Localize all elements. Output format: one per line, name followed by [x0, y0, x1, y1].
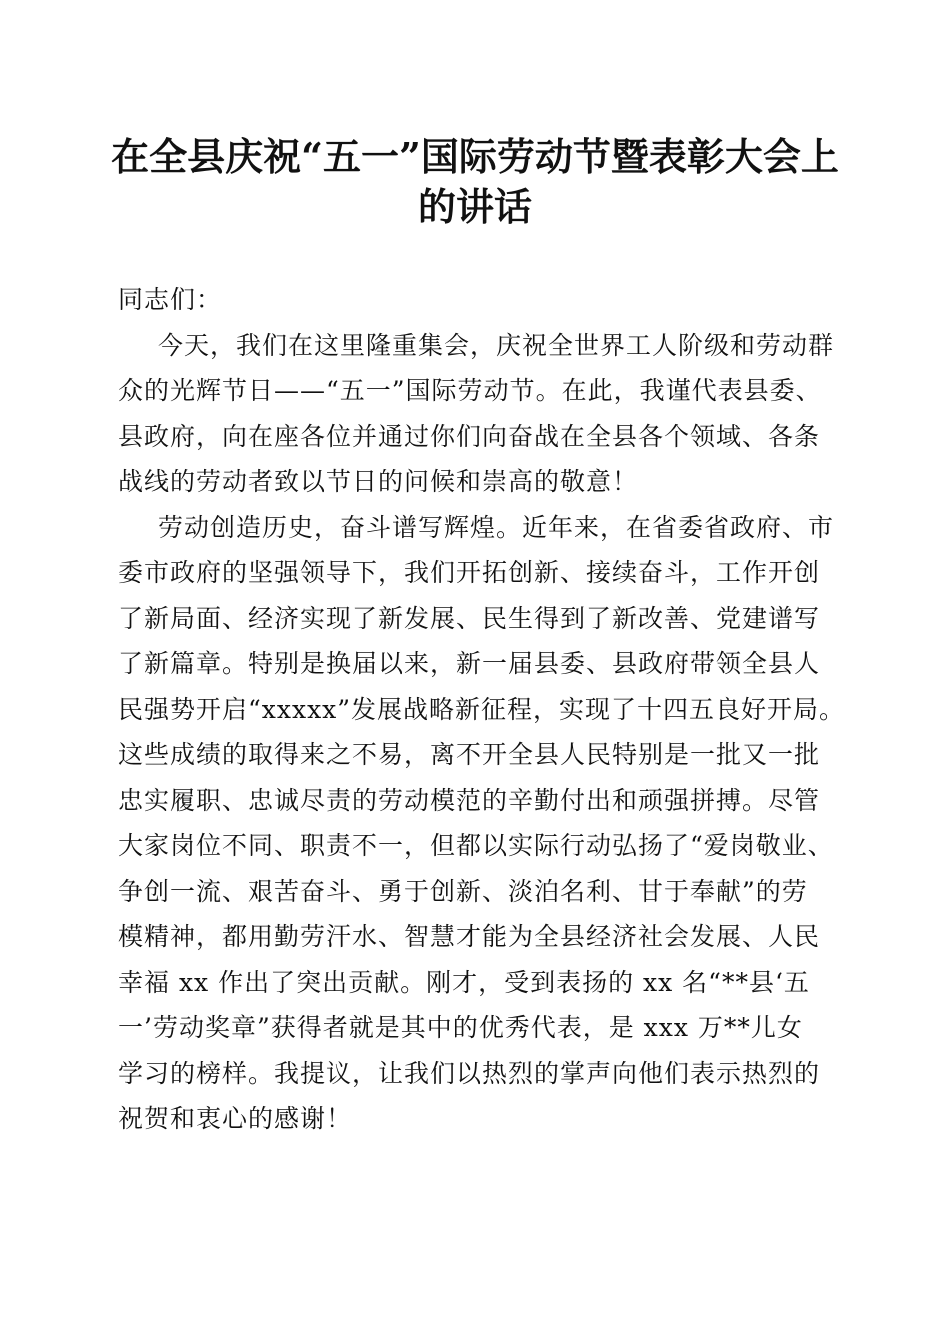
- paragraph-2-line: 祝贺和衷心的感谢！: [118, 1104, 353, 1133]
- paragraph-2-line: 劳动创造历史，奋斗谱写辉煌。近年来，在省委省政府、市: [158, 512, 835, 542]
- paragraph-2-line: 一’劳动奖章”获得者就是其中的优秀代表，是 xxx 万**儿女: [118, 1013, 803, 1042]
- salutation: 同志们：: [118, 285, 223, 314]
- title-line-1: 在全县庆祝“五一”国际劳动节暨表彰大会上: [111, 134, 839, 179]
- paragraph-1: [118, 323, 838, 505]
- document-title: [100, 132, 850, 232]
- paragraph-2-line: 忠实履职、忠诚尽责的劳动模范的辛勤付出和顽强拼搏。尽管: [118, 785, 821, 815]
- document-body: [118, 277, 846, 1142]
- paragraph-2-line: 了新篇章。特别是换届以来，新一届县委、县政府带领全县人: [118, 649, 821, 678]
- paragraph-1-line: 今天，我们在这里隆重集会，庆祝全世界工人阶级和劳动群: [158, 330, 835, 360]
- paragraph-1-line: 众的光辉节日——“五一”国际劳动节。在此，我谨代表县委、: [118, 376, 822, 405]
- paragraph-2-line: 幸福 xx 作出了突出贡献。刚才，受到表扬的 xx 名“**县‘五: [118, 967, 810, 997]
- paragraph-2-line: 模精神，都用勤劳汗水、智慧才能为全县经济社会发展、人民: [118, 922, 821, 951]
- paragraph-2-line: 大家岗位不同、职责不一，但都以实际行动弘扬了“爱岗敬业、: [118, 831, 834, 860]
- paragraph-2-line: 这些成绩的取得来之不易，离不开全县人民特别是一批又一批: [118, 740, 821, 769]
- paragraph-2-line: 了新局面、经济实现了新发展、民生得到了新改善、党建谱写: [118, 603, 821, 633]
- paragraph-2-line: 民强势开启“xxxxx”发展战略新征程，实现了十四五良好开局。: [118, 694, 846, 724]
- paragraph-1-line: 战线的劳动者致以节日的问候和崇高的敬意！: [118, 467, 639, 496]
- paragraph-2-line: 委市政府的坚强领导下，我们开拓创新、接续奋斗，工作开创: [118, 558, 821, 587]
- paragraph-2-line: 学习的榜样。我提议，让我们以热烈的掌声向他们表示热烈的: [118, 1058, 821, 1088]
- paragraph-2-line: 争创一流、艰苦奋斗、勇于创新、淡泊名利、甘于奉献”的劳: [118, 876, 808, 906]
- paragraph-2: [118, 505, 846, 1142]
- paragraph-1-line: 县政府，向在座各位并通过你们向奋战在全县各个领域、各条: [118, 421, 821, 451]
- title-line-2: 的讲话: [417, 184, 532, 229]
